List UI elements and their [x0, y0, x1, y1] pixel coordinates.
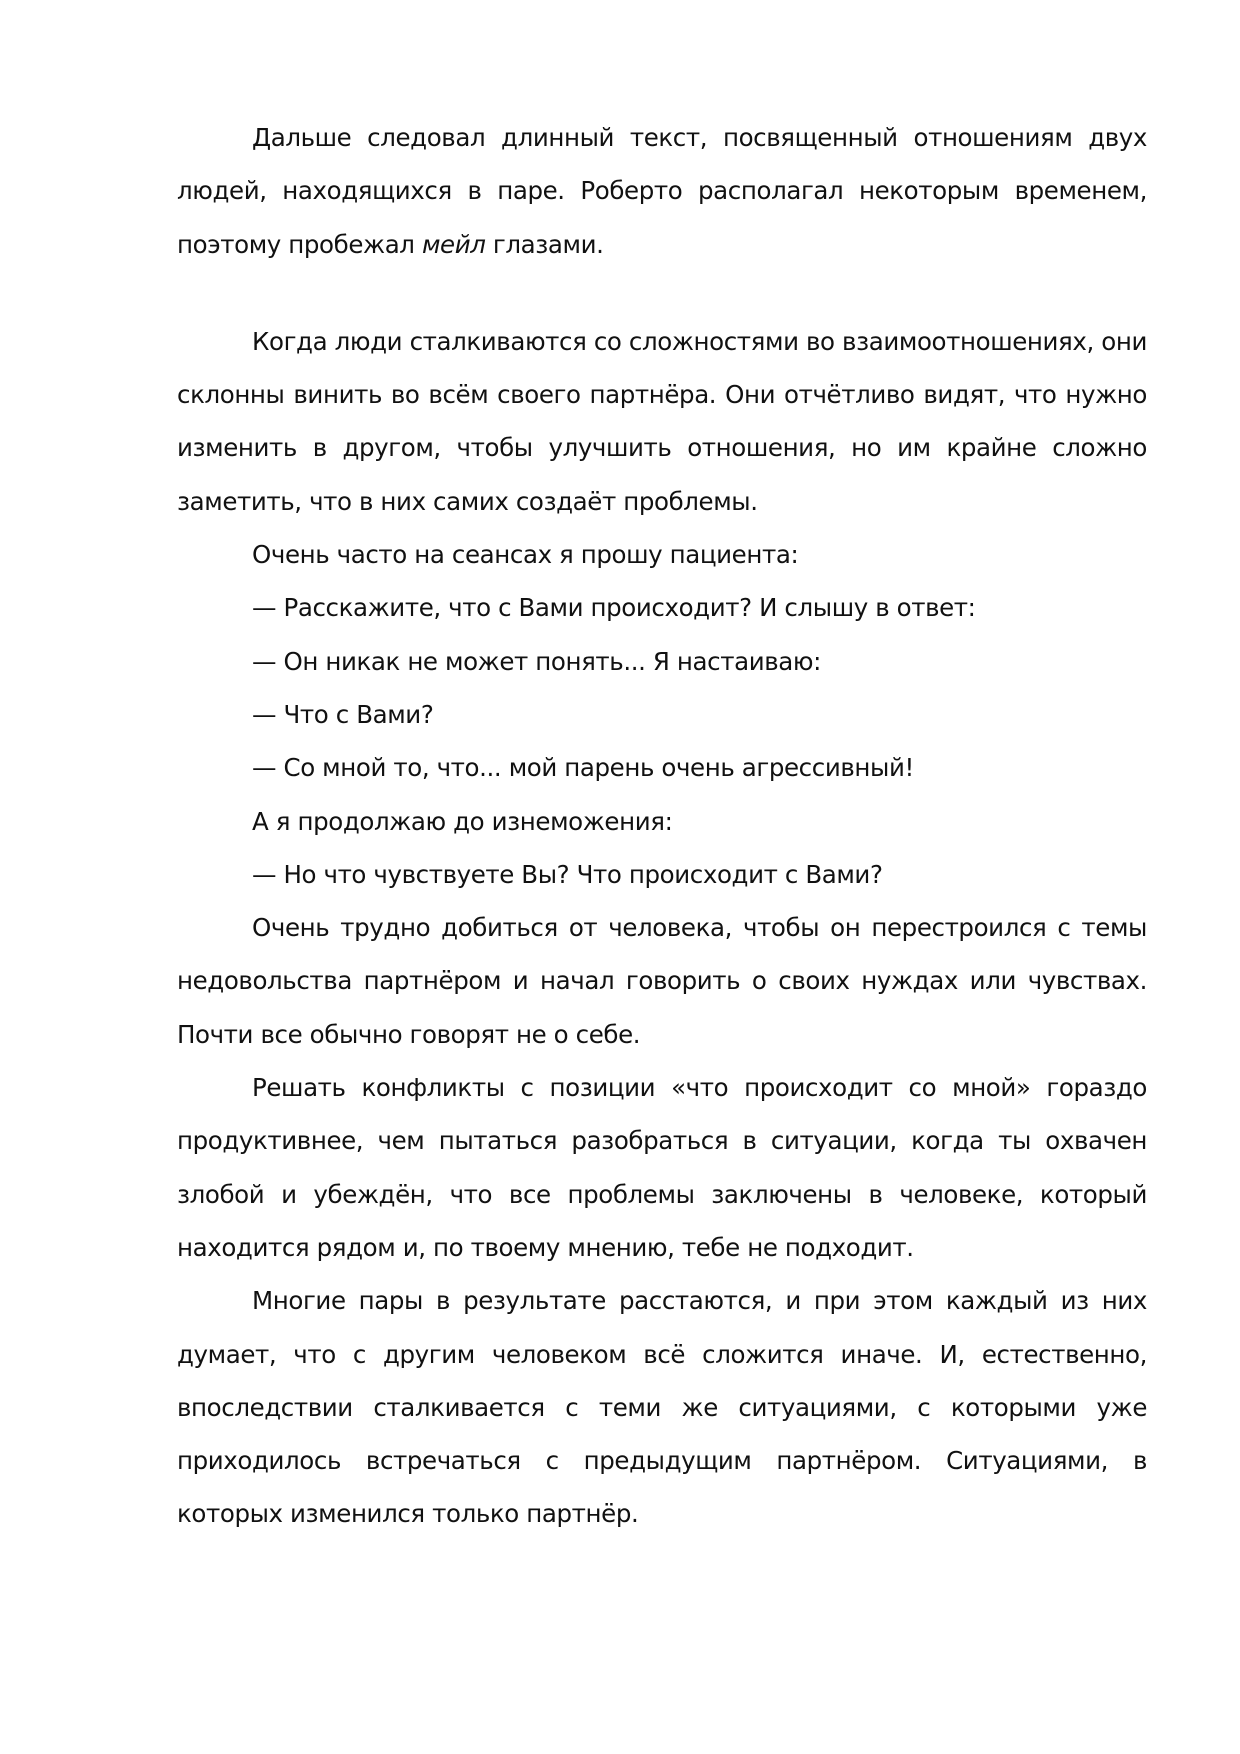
paragraph-relationships: Когда люди сталкиваются со сложностями во взаимоотношениях, они склонны винить во всём своего партнёра. Они отчётливо видят, что нужно изменить в другом, чтобы улучшить отношения, но им крайне сложно заметить, что в них самих создаёт проблемы.	[177, 326, 1147, 516]
dialogue-line-3: — Что с Вами?	[252, 699, 434, 729]
paragraph-intro-end: глазами.	[485, 229, 604, 259]
dialogue-line-4: — Со мной то, что... мой парень очень агрессивный!	[252, 753, 914, 783]
paragraph-difficulty: Очень трудно добиться от человека, чтобы он перестроился с темы недовольства партнёром и начал говорить о своих нуждах или чувствах. Почти все обычно говорят не о себе.	[177, 913, 1147, 1049]
paragraph-intro-text: Дальше следовал длинный текст, посвященный отношениям двух людей, находящихся в паре. Роберто располагал некоторым временем, поэтому пробежал	[177, 123, 1147, 259]
paragraph-continue: А я продолжаю до изнеможения:	[252, 806, 673, 836]
body-text	[177, 111, 1147, 1541]
dialogue-line-5: — Но что чувствуете Вы? Что происходит с Вами?	[252, 859, 883, 889]
paragraph-conflicts: Решать конфликты с позиции «что происходит со мной» гораздо продуктивнее, чем пытаться разобраться в ситуации, когда ты охвачен злобой и убеждён, что все проблемы заключены в человеке, который находится рядом и, по твоему мнению, тебе не подходит.	[177, 1073, 1147, 1262]
paragraph-gap	[177, 271, 1147, 315]
dialogue-line-2: — Он никак не может понять... Я настаиваю:	[252, 646, 821, 676]
dialogue-line-1: — Расскажите, что с Вами происходит? И слышу в ответ:	[252, 593, 976, 623]
paragraph-intro	[177, 111, 1147, 271]
paragraph-couples: Многие пары в результате расстаются, и при этом каждый из них думает, что с другим человеком всё сложится иначе. И, естественно, впоследствии сталкивается с теми же ситуациями, с которыми уже приходилось встречаться с предыдущим партнёром. Ситуациями, в которых изменился только партнёр.	[177, 1286, 1147, 1529]
emphasis-mail: мейл	[421, 229, 486, 259]
paragraph-sessions: Очень часто на сеансах я прошу пациента:	[252, 540, 799, 570]
